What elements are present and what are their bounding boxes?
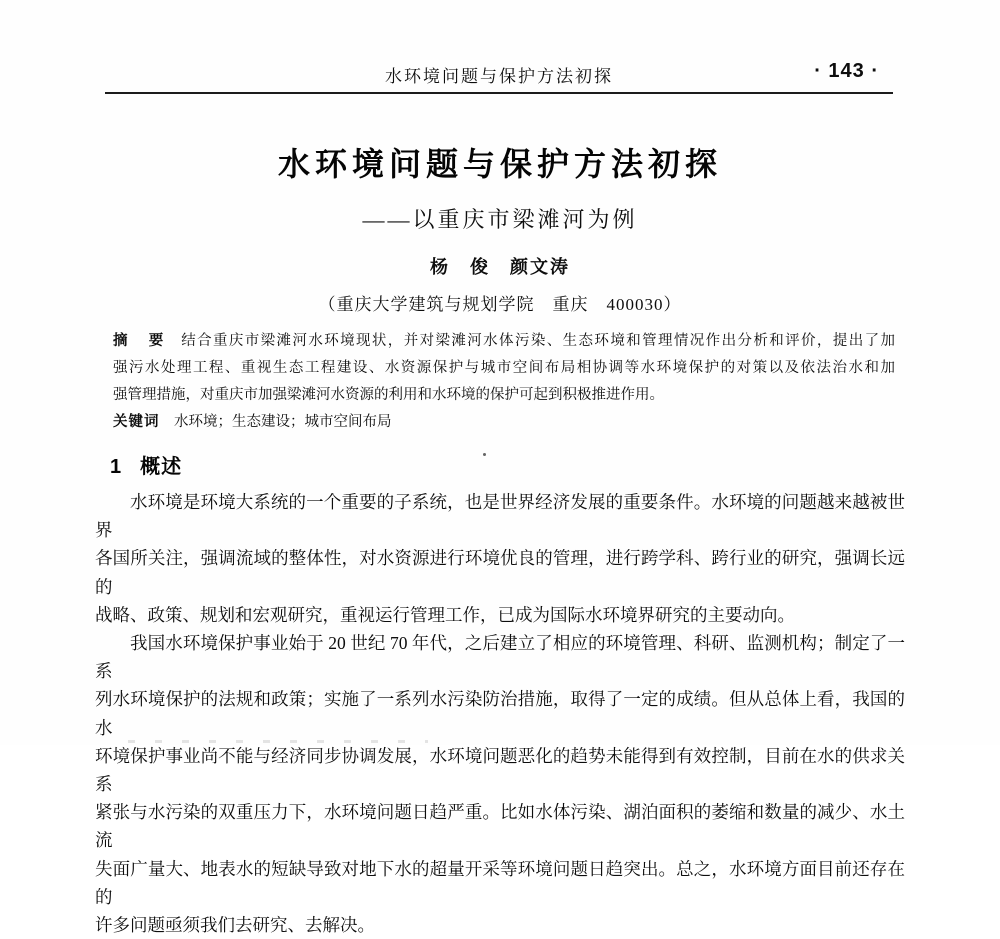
keywords-text: 水环境；生态建设；城市空间布局 [174,414,392,430]
body-line: 许多问题亟须我们去研究、去解决。 [95,915,375,936]
abstract-line: 强污水处理工程、重视生态工程建设、水资源保护与城市空间布局相协调等水环境保护的对策以及依法治水和加 [113,360,895,376]
page-number: · 143 · [814,60,879,82]
body-line: 水环境是环境大系统的一个重要的子系统，也是世界经济发展的重要条件。水环境的问题越来越被世界 [95,492,905,541]
body-line: 紧张与水污染的双重压力下，水环境问题日趋严重。比如水体污染、湖泊面积的萎缩和数量的减少、水土流 [95,802,905,851]
running-title: 水环境问题与保护方法初探 [385,67,613,86]
authors: 杨 俊 颜文涛 [430,257,570,277]
keywords-label: 关键词 [113,414,160,430]
paper-title: 水环境问题与保护方法初探 [277,146,722,182]
section-title: 概述 [140,456,183,478]
keywords-line [113,409,895,436]
body-line: 列水环境保护的法规和政策；实施了一系列水污染防治措施，取得了一定的成绩。但从总体上看，我国的水 [95,689,905,738]
affiliation: （重庆大学建筑与规划学院 重庆 400030） [318,295,682,314]
body-line: 战略、政策、规划和宏观研究，重视运行管理工作，已成为国际水环境界研究的主要动向。 [95,604,795,625]
body-line: 各国所关注，强调流域的整体性，对水资源进行环境优良的管理，进行跨学科、跨行业的研究，强调长远的 [95,548,905,597]
section-heading [110,450,182,479]
abstract-line [113,328,895,355]
body-line: 失面广量大、地表水的短缺导致对地下水的超量开采等环境问题日趋突出。总之，水环境方面目前还存在的 [95,858,905,907]
abstract-text: 结合重庆市梁滩河水环境现状，并对梁滩河水体污染、生态环境和管理情况作出分析和评价，提出了加 [181,333,896,349]
body-line: 环境保护事业尚不能与经济同步协调发展，水环境问题恶化的趋势未能得到有效控制，目前在水的供求关系 [95,745,905,795]
body-line: 我国水环境保护事业始于 20 世纪 70 年代，之后建立了相应的环境管理、科研、监测机构；制定了一系 [95,633,905,682]
abstract-block [113,328,895,436]
abstract-line: 强管理措施，对重庆市加强梁滩河水资源的利用和水环境的保护可起到积极推进作用。 [113,387,664,403]
abstract-label: 摘 要 [113,333,167,349]
section-number: 1 [110,456,123,478]
header-rule [105,92,893,94]
cutoff-text-artifact [128,740,428,743]
paper-subtitle: ——以重庆市梁滩河为例 [362,207,638,232]
running-header [105,60,893,88]
scan-speck [483,453,486,456]
section-body [95,488,905,939]
